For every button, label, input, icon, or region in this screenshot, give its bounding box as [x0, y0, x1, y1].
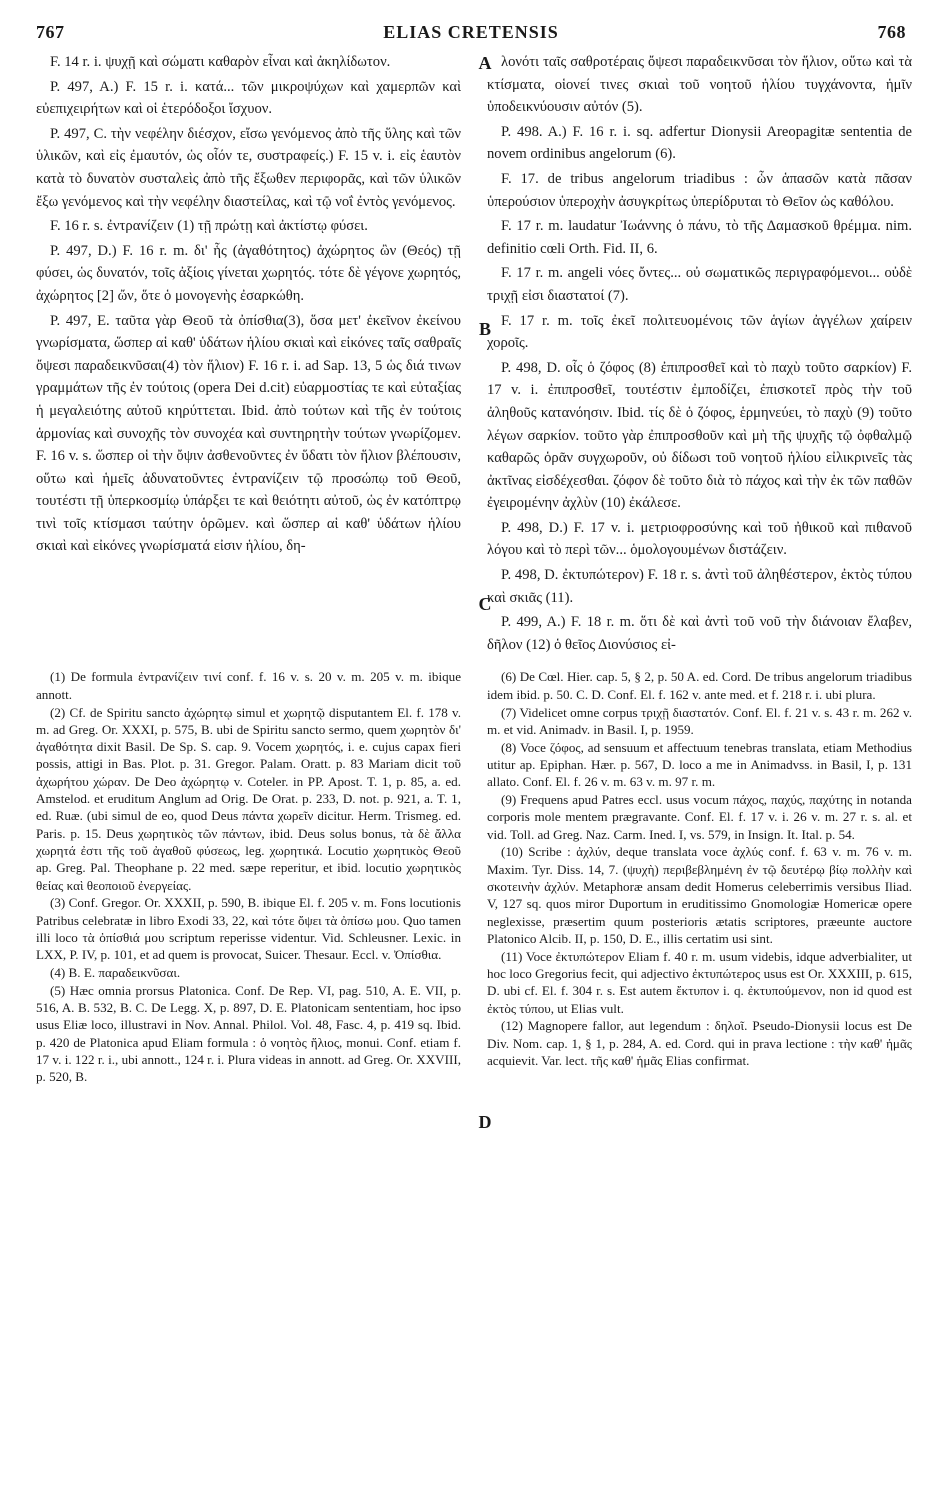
page-number-left: 767 [36, 22, 65, 42]
footnote: (8) Voce ζόφος, ad sensuum et affectuum tenebras translata, etiam Methodius utitur ap. Epiphan. Hær. p. 567, D. loco a me in Animadvss. in Basil, I, p. 131 allato. Conf. El. f. 26 v. m. 63 v. m. 97 r. m. [487, 739, 912, 790]
running-title: ELIAS CRETENSIS [383, 22, 559, 42]
paragraph: P. 497, E. ταῦτα γὰρ Θεοῦ τὰ ὀπίσθια(3), ὅσα μετ' ἐκεῖνον ἐκείνου γνωρίσματα, ὥσπερ αἱ καθ' ὑδάτων ἡλίου σκιαὶ καὶ εἰκόνες ταῖς σαθραῖς ὄψεσι παραδεικνῦσαι(4) τὸν ἥλιον) F. 16 r. i. ad Sap. 13, 5 ὡς διά τινων γραμμάτων τῆς ἐν τούτοις (opera Dei d.cit) εὐαρμοστίας τε καὶ εὐταξίας ἡ μεγαλειότης αὐτοῦ κηρύττεται. Ibid. ἀπὸ τούτων καὶ τῆς ἐν τούτοις ἁρμονίας καὶ συνοχῆς τὸν συνοχέα καὶ συντηρητὴν τούτων γνωρίζομεν. F. 16 v. s. ὥσπερ οἱ τὴν ὄψιν ἀσθενοῦντες ἐν ὕδατι τὸν ἥλιον βλέπουσιν, οὕτω καὶ ἡμεῖς ἀδυνατοῦντες ἐντρανίζειν τῷ προσώπῳ τοῦ Θεοῦ, τουτέστι τῇ ὑπερκοσμίῳ ὑπάρξει τε καὶ θειότητι αὐτοῦ, ὡς ἐν κατόπτρῳ τινὶ τοῖς κτίσμασι ταύτην ὁρῶμεν. καὶ ὥσπερ αἱ καθ' ὑδάτων ἡλίου σκιαὶ καὶ εἰκόνες γνωρίσματά εἰσιν ἡλίου, δη- [36, 312, 461, 555]
footnote: (7) Videlicet omne corpus τριχῇ διαστατόν. Conf. El. f. 21 v. s. 43 r. m. 262 v. m. et vid. Animadv. in Basil. I, p. 1959. [487, 704, 912, 737]
footnote: (3) Conf. Gregor. Or. XXXII, p. 590, B. ibique El. f. 205 v. m. Fons locutionis Patribus celebratæ in libro Exodi 33, 22, καὶ τότε ὄψει τὰ ὀπίσω μου. Quo tamen illi loco τὰ ὀπίσθιά μου scriptum reperisse videntur. Vid. Schleusner. Lexic. in LXX, P. IV, p. 101, et ad quem is provocat, Suicer. Thesaur. Eccl. v. Ὀπίσθια. [36, 895, 461, 963]
footnotes-column-right [487, 668, 912, 1086]
paragraph: F. 17 r. m. laudatur Ἰωάννης ὁ πάνυ, τὸ τῆς Δαμασκοῦ θρέμμα. nim. definitio cœli Orth. Fid. II, 6. [487, 218, 912, 257]
footnote: (4) B. E. παραδεικνῦσαι. [50, 964, 181, 980]
main-column-right [487, 51, 912, 658]
footnote: (11) Voce ἐκτυπώτερον Eliam f. 40 r. m. usum videbis, idque adverbialiter, ut hoc loco Gregorius fecit, qui adjectivo ἐκτυπώτερος usus est Or. XXXIII, p. 615, D. ubi cf. El. f. 304 r. s. Est autem ἔκτυπον i. q. ἐκτυπούμενον, non id quod est ἐκτὸς τύπου, ut Elias vult. [487, 948, 912, 1016]
footnote: (5) Hæc omnia prorsus Platonica. Conf. De Rep. VI, pag. 510, A. E. VII, p. 516, A. B. 532, B. C. De Legg. X, p. 897, D. E. Platonicam sententiam, hoc ipso usus Eliæ loco, illustravi in Nov. Annal. Philol. Vol. 48, Fasc. 4, p. 419 sq. Ibid. p. 420 de Platonica apud Eliam formula : ὁ νοητὸς ἥλιος, monui. Conf. etiam f. 17 v. i. 122 r. i., ubi annott., 124 r. i. Plura videas in annott. ad Greg. Or. XXVIII, p. 520, B. [36, 982, 461, 1085]
paragraph: P. 497, C. τὴν νεφέλην διέσχον, εἴσω γενόμενος ἀπὸ τῆς ὕλης καὶ τῶν ὑλικῶν, καὶ εἰς ἐμαυτόν, ὡς οἷόν τε, συστραφείς.) F. 15 v. i. εἰς ἑαυτὸν κατὰ τὸ δυνατὸν συσταλεὶς ἀπὸ τῆς ἔξωθεν περιφορᾶς, καὶ τῶν ὑλικῶν ἔξω γενόμενος καὶ τὴν νεφέλην διαστείλας, καὶ τῷ νοΐ ἐντὸς γενόμενος. [36, 125, 461, 210]
footnote: (9) Frequens apud Patres eccl. usus vocum πάχος, παχύς, παχύτης in notanda corporis mole mentem prægravante. Conf. El. f. 17 v. i. 26 v. m. 27 r. s. al. et vid. Toll. ad Greg. Naz. Carm. Ined. I, vs. 579, in Insign. It. Ital. p. 54. [487, 792, 912, 842]
paragraph: P. 497, A.) F. 15 r. i. κατά... τῶν μικροψύχων καὶ χαμερπῶν καὶ εὐεπιχειρήτων καὶ οἱ ἑτερόδοξοι ἴσχυον. [36, 78, 461, 118]
footnotes-column-left [36, 668, 461, 1086]
footnote: (1) De formula ἐντρανίζειν τινί conf. f. 16 v. s. 20 v. m. 205 v. m. ibique annott. [36, 669, 461, 702]
section-marker-d: D [478, 1112, 492, 1133]
running-header [36, 22, 912, 51]
paragraph: P. 497, D.) F. 16 r. m. δι' ἧς (ἀγαθότητος) ἀχώρητος ὢν (Θεός) τῇ φύσει, ὡς δυνατόν, τοῖς ἀξίοις γίνεται χωρητός. τότε δὲ γέγονε χωρητός, ἀχώρητος [2] ὤν, ὅτε ὁ μονογενὴς ἐσαρκώθη. [36, 242, 461, 304]
paragraph: F. 16 r. s. ἐντρανίζειν (1) τῇ πρώτῃ καὶ ἀκτίστῳ φύσει. [50, 218, 368, 235]
paragraph: λονότι ταῖς σαθροτέραις ὄψεσι παραδεικνῦσαι τὸν ἥλιον, οὕτω καὶ τὰ κτίσματα, οἱονεί τινες σκιαὶ τοῦ νοητοῦ ἡλίου τυγχάνοντα, ἡμῖν ὑποδεικνύουσιν αὐτόν (5). [487, 54, 912, 116]
paragraph: P. 498, D. οἷς ὁ ζόφος (8) ἐπιπροσθεῖ καὶ τὸ παχὺ τοῦτο σαρκίον) F. 17 v. i. ἐπιπροσθεῖ, τουτέστιν ἐμποδίζει, ἐπισκοτεῖ πρὸς τὴν τοῦ ἀληθοῦς κατανόησιν. Ibid. τίς δὲ ὁ ζόφος, ἑρμηνεύει, τὸ παχὺ (9) τοῦτο λέγων σαρκίον. τοῦτο γὰρ ἐπιπροσθοῦν καὶ μὴ τῆς ψυχῆς τῷ ὀφθαλμῷ καθαρῶς ὁρᾶν συγχωροῦν, οὐ δίδωσι τοῦ νοητοῦ ἡλίου εἰλικρινεῖς τὰς ἀκτῖνας εἰσδέχεσθαι. ζόφον δὲ τοῦτο διὰ τὸ πάχος καὶ τὴν ἐκ τῶν παθῶν ἐγειρομένην ἀχλὺν (10) ἐκάλεσε. [487, 359, 912, 512]
paragraph: P. 498. A.) F. 16 r. i. sq. adfertur Dionysii Areopagitæ sententia de novem ordinibus angelorum (6). [487, 123, 912, 163]
paragraph: F. 14 r. i. ψυχῇ καὶ σώματι καθαρὸν εἶναι καὶ ἀκηλίδωτον. [50, 54, 391, 70]
main-text [36, 51, 912, 658]
section-marker-c: C [478, 594, 492, 614]
footnote: (6) De Cœl. Hier. cap. 5, § 2, p. 50 A. ed. Cord. De tribus angelorum triadibus idem ibid. p. 50. C. D. Conf. El. f. 162 v. ante med. et f. 218 r. i. ubi plura. [487, 669, 912, 702]
footnotes [36, 668, 912, 1133]
section-marker-a: A [478, 53, 492, 73]
paragraph: P. 498, D. ἐκτυπώτερον) F. 18 r. s. ἀντὶ τοῦ ἀληθέστερον, ἐκτὸς τύπου καὶ σκιᾶς (11). [487, 567, 912, 606]
footnote: (10) Scribe : ἀχλύν, deque translata voce ἀχλύς conf. f. 63 v. m. 76 v. m. Maxim. Tyr. Diss. 14, 7. (ψυχὴ) περιβεβλημένη ἐν τῷ δευτέρῳ βίῳ πολλὴν καὶ σκοτεινὴν ἀχλύν. Metaphoræ ansam dedit Homerus celeberrimis versibus Iliad. V, 127 sq. quos miror Duportum in eruditissimo Gnomologiæ Homericæ opere neglexisse, præsertim quum posterioris ætatis scriptores, præeunte auctore Platonico Alcib. II, p. 150, D. E., illis certatim usi sint. [487, 844, 912, 946]
footnote: (12) Magnopere fallor, aut legendum : δηλοῖ. Pseudo-Dionysii locus est De Div. Nom. cap. 1, § 1, p. 284, A. ed. Cord. qui in prava lectione : τὴν καθ' ἡμᾶς acquievit. Var. lect. τῆς καθ' ἡμᾶς Elias confirmat. [487, 1018, 912, 1068]
paragraph: F. 17 r. m. angeli νόες ὄντες... οὐ σωματικῶς περιγραφόμενοι... οὐδὲ τριχῇ εἰσι διαστατοί (7). [487, 265, 912, 304]
main-column-left [36, 51, 461, 658]
paragraph: P. 498, D.) F. 17 v. i. μετριοφροσύνης καὶ τοῦ ἠθικοῦ καὶ πιθανοῦ λόγου καὶ τὸ περὶ τῶν... ὁμολογουμένων διστάζειν. [487, 519, 912, 559]
paragraph: F. 17. de tribus angelorum triadibus : ὧν ἁπασῶν κατὰ πᾶσαν ὑπερούσιον ὑπεροχὴν ἀσυγκρίτως ὑπερίδρυται τὸ Θεῖον ὡς καθόλου. [487, 170, 912, 210]
section-marker-b: B [478, 319, 492, 339]
footnote: (2) Cf. de Spiritu sancto ἀχώρητῳ simul et χωρητῷ disputantem El. f. 178 v. m. ad Greg. Or. XXXI, p. 575, B. ubi de Spiritu sancto sermo, quem χωρητὸν δι' ἀγαθότητα dixit Basil. De Sp. S. cap. 9. Vocem χωρητός, i. e. cujus capax fieri possis, attigi in Bas. Plot. p. 31. Gregor. Palam. Oratt. p. 83 Mariam dicit τοῦ ἀχωρήτου χώραν. De Deo ἀχώρητῳ v. Coteler. in PP. Apost. T. 1, p. 85, a. ed. Amstelod. et eruditum Anglum ad Orig. De Orat. p. 233, D. not. p. 921, a. T. 1, ed. Ruæ. (ubi simul de eo, quod Deus πάντα χωρεῖν dicitur. Herm. Trismeg. ed. Paris. p. 15. Deus χωρητικὸς τῶν πάντων, ibid. Deus solus bonus, τὰ δὲ ἄλλα χωρητά ἐστι τῆς τοῦ ἀγαθοῦ φύσεως, leg. χωρητικά. Locutio χωρητικὸς Θεοῦ ap. Greg. Pal. Theophane p. 22 med. sæpe reperitur, et ibid. locutio χωρητικὸς θείας καὶ θεοποιοῦ ἐνεργείας. [36, 704, 461, 893]
page-number-right: 768 [877, 22, 906, 42]
paragraph: P. 499, A.) F. 18 r. m. ὅτι δὲ καὶ ἀντὶ τοῦ νοῦ τὴν διάνοιαν ἔλαβεν, δῆλον (12) ὁ θεῖος Διονύσιος εἰ- [487, 614, 912, 653]
paragraph: F. 17 r. m. τοῖς ἐκεῖ πολιτευομένοις τῶν ἁγίων ἀγγέλων χαίρειν χοροῖς. [487, 312, 912, 352]
